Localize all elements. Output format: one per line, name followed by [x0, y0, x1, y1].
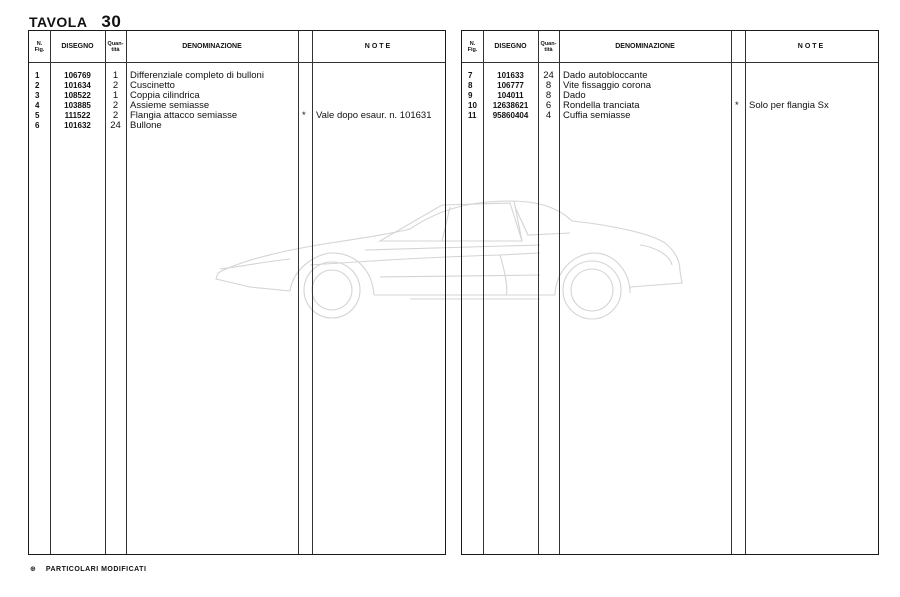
row-denominazione: Cuscinetto: [130, 80, 175, 91]
row-fig-number: 9: [468, 91, 473, 100]
row-fig-number: 7: [468, 71, 473, 80]
row-denominazione: Flangia attacco semiasse: [130, 110, 238, 121]
row-fig-number: 4: [35, 101, 40, 110]
row-denominazione: Assieme semiasse: [130, 100, 210, 111]
row-disegno: 104011: [497, 91, 524, 100]
row-disegno: 111522: [64, 111, 91, 120]
row-quantita: 2: [112, 80, 119, 91]
footer-legend: [30, 565, 146, 573]
title-number: 30: [101, 12, 122, 31]
table-row: [29, 71, 445, 81]
row-fig-number: 3: [35, 91, 40, 100]
row-denominazione: Differenziale completo di bulloni: [130, 70, 264, 81]
row-disegno: 12638621: [492, 101, 529, 110]
row-denominazione: Dado: [563, 90, 586, 101]
row-fig-number: 6: [35, 121, 40, 130]
header-fig: N. Fig.: [34, 40, 45, 53]
table-row: [462, 81, 878, 91]
row-disegno: 101634: [64, 81, 91, 90]
row-disegno: 101632: [64, 121, 91, 130]
row-quantita: 24: [543, 70, 554, 81]
table-row: [29, 91, 445, 101]
row-fig-number: 8: [468, 81, 473, 90]
modified-mark-icon: ⊕: [30, 566, 37, 573]
row-note-marker: *: [735, 100, 739, 111]
row-fig-number: 11: [468, 111, 477, 120]
header-note: NOTE: [364, 42, 393, 50]
row-denominazione: Cuffia semiasse: [563, 110, 631, 121]
row-disegno: 106777: [497, 81, 524, 90]
header-denominazione: DENOMINAZIONE: [615, 42, 675, 50]
table-row: [462, 111, 878, 121]
header-disegno: DISEGNO: [61, 42, 94, 50]
row-disegno: 95860404: [492, 111, 529, 120]
row-quantita: 4: [545, 110, 552, 121]
header-quantita: Quan- tità: [107, 40, 124, 53]
row-denominazione: Bullone: [130, 120, 162, 131]
title-label: TAVOLA: [29, 14, 87, 30]
row-quantita: 8: [545, 90, 552, 101]
row-denominazione: Coppia cilindrica: [130, 90, 200, 101]
footer-text: PARTICOLARI MODIFICATI: [45, 566, 147, 573]
row-disegno: 103885: [64, 101, 91, 110]
page-title: [29, 12, 121, 32]
row-quantita: 24: [110, 120, 121, 131]
row-quantita: 2: [112, 100, 119, 111]
table-row: [29, 81, 445, 91]
row-quantita: 1: [112, 70, 119, 81]
header-disegno: DISEGNO: [494, 42, 527, 50]
header-denominazione: DENOMINAZIONE: [182, 42, 242, 50]
header-note: NOTE: [797, 42, 826, 50]
row-disegno: 106769: [64, 71, 91, 80]
row-denominazione: Vite fissaggio corona: [563, 80, 652, 91]
header-fig: N. Fig.: [467, 40, 478, 53]
row-quantita: 8: [545, 80, 552, 91]
header-quantita: Quan- tità: [540, 40, 557, 53]
row-fig-number: 10: [468, 101, 477, 110]
row-fig-number: 5: [35, 111, 40, 120]
row-denominazione: Rondella tranciata: [563, 100, 640, 111]
row-quantita: 6: [545, 100, 552, 111]
row-disegno: 108522: [64, 91, 91, 100]
row-note-marker: *: [302, 110, 306, 121]
parts-table-right: [461, 30, 879, 555]
row-note: Vale dopo esaur. n. 101631: [316, 110, 432, 121]
row-quantita: 1: [112, 90, 119, 101]
parts-table-left: [28, 30, 446, 555]
row-fig-number: 2: [35, 81, 40, 90]
table-row: [462, 71, 878, 81]
row-disegno: 101633: [497, 71, 524, 80]
table-row: [29, 121, 445, 131]
row-fig-number: 1: [35, 71, 40, 80]
row-quantita: 2: [112, 110, 119, 121]
row-denominazione: Dado autobloccante: [563, 70, 648, 81]
table-row: [29, 111, 445, 121]
row-note: Solo per flangia Sx: [749, 100, 829, 111]
table-row: [462, 101, 878, 111]
